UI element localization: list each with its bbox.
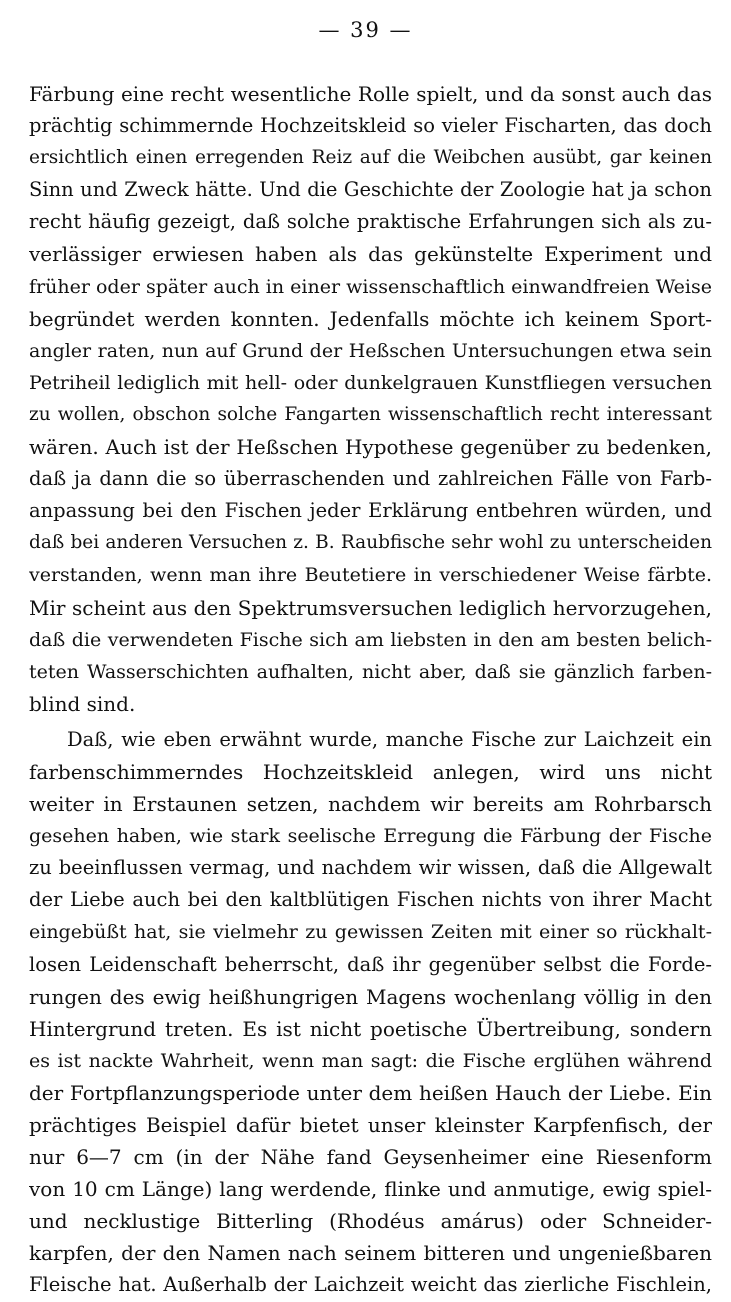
text-line: anpassung bei den Fischen jeder Erklärung entbehren würden, und [29,499,712,523]
text-line: prächtig schimmernde Hochzeitskleid so vieler Fischarten, das doch [29,114,712,138]
text-line: Petriheil lediglich mit hell- oder dunkelgrauen Kunstfliegen versuchen [29,371,712,394]
text-line: Fleische hat. Außerhalb der Laichzeit weicht das zierliche Fischlein, [29,1273,712,1297]
text-line: es ist nackte Wahrheit, wenn man sagt: die Fische erglühen während [29,1049,712,1072]
text-line: und necklustige Bitterling (Rhodéus amárus) oder Schneider- [29,1209,712,1234]
text-line: prächtiges Beispiel dafür bietet unser kleinster Karpfenfisch, der [29,1113,712,1137]
text-line: begründet werden konnten. Jedenfalls möchte ich keinem Sport- [29,306,712,331]
text-line: nur 6—7 cm (in der Nähe fand Geysenheimer eine Riesenform [29,1145,712,1170]
text-line: teten Wasserschichten aufhalten, nicht aber, daß sie gänzlich farben- [29,660,712,683]
text-line: farbenschimmerndes Hochzeitskleid anlegen, wird uns nicht [29,759,712,784]
text-line: karpfen, der den Namen nach seinem bitteren und ungenießbaren [29,1241,712,1266]
text-line: früher oder später auch in einer wissenschaftlich einwandfreien Weise [29,275,712,298]
text-line: von 10 cm Länge) lang werdende, flinke und anmutige, ewig spiel- [29,1177,712,1202]
text-line: der Fortpflanzungsperiode unter dem heißen Hauch der Liebe. Ein [29,1080,712,1105]
text-line: zu wollen, obschon solche Fangarten wissenschaftlich recht interessant [29,403,712,425]
text-line: wären. Auch ist der Heßschen Hypothese gegenüber zu bedenken, [29,435,712,460]
text-line: rungen des ewig heißhungrigen Magens wochenlang völlig in den [29,984,712,1009]
text-line: gesehen haben, wie stark seelische Erregung die Färbung der Fische [29,825,712,848]
text-line: Hintergrund treten. Es ist nicht poetische Übertreibung, sondern [29,1016,712,1041]
text-line: der Liebe auch bei den kaltblütigen Fischen nichts von ihrer Macht [29,888,712,912]
text-line: angler raten, nun auf Grund der Heßschen Untersuchungen etwa sein [29,339,712,362]
text-line: zu beeinflussen vermag, und nachdem wir wissen, daß die Allgewalt [29,856,712,880]
text-line: ersichtlich einen erregenden Reiz auf die Weibchen ausübt, gar keinen [29,147,712,169]
body-text [29,78,712,1302]
text-line: recht häufig gezeigt, daß solche praktische Erfahrungen sich als zu- [29,210,712,234]
page-number: — 39 — [318,18,413,42]
text-line: Sinn und Zweck hätte. Und die Geschichte der Zoologie hat ja schon [29,178,712,202]
paragraph [29,724,712,1302]
text-line: verlässiger erwiesen haben als das gekünstelte Experiment und [29,242,712,267]
text-line: daß ja dann die so überraschenden und zahlreichen Fälle von Farb- [29,467,712,491]
text-line: Färbung eine recht wesentliche Rolle spielt, und da sonst auch das [29,82,712,106]
text-line: Daß, wie eben erwähnt wurde, manche Fische zur Laichzeit ein [67,727,712,751]
paragraph [29,78,712,720]
text-line: daß die verwendeten Fische sich am liebsten in den am besten belich- [29,628,712,651]
text-line: daß bei anderen Versuchen z. B. Raubfische sehr wohl zu unterscheiden [29,532,712,554]
text-line: Mir scheint aus den Spektrumsversuchen lediglich hervorzugehen, [29,595,712,620]
text-line: eingebüßt hat, sie vielmehr zu gewissen Zeiten mit einer so rückhalt- [29,921,712,944]
text-line: verstanden, wenn man ihre Beutetiere in verschiedener Weise färbte. [29,564,712,587]
text-line: weiter in Erstaunen setzen, nachdem wir bereits am Rohrbarsch [29,792,712,817]
text-line: blind sind. [29,691,136,716]
text-line: losen Leidenschaft beherrscht, daß ihr gegenüber selbst die Forde- [29,952,712,976]
